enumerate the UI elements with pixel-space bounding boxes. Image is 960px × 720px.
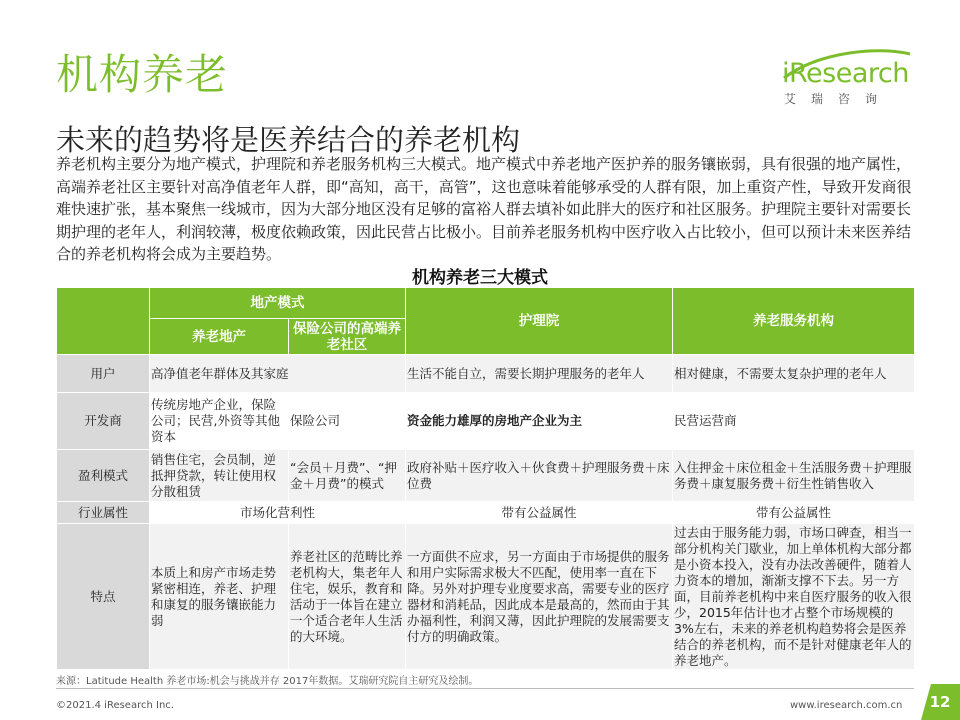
cell-features-col2: 养老社区的范畴比养老机构大，集老年人住宅，娱乐，教育和活动于一体旨在建立一个适合老年人生活的大环境。 (289, 524, 406, 670)
cell-attribute-service: 带有公益属性 (673, 502, 915, 524)
cell-features-col1: 本质上和房产市场走势紧密相连，养老、护理和康复的服务镶嵌能力弱 (150, 524, 289, 670)
section-title: 机构养老 (56, 50, 229, 99)
cell-profit-col1: 销售住宅，会员制，逆抵押贷款，转让使用权分散租赁 (150, 450, 289, 502)
cell-users-nursing: 生活不能自立，需要长期护理服务的老年人 (406, 355, 673, 393)
row-label-profit: 盈利模式 (57, 450, 150, 502)
cell-attribute-real-estate: 市场化营利性 (150, 502, 406, 524)
cell-developer-col1: 传统房地产企业，保险公司；民营,外资等其他资本 (150, 393, 289, 450)
row-label-users: 用户 (57, 355, 150, 393)
header-group-real-estate: 地产模式 (150, 288, 406, 319)
cell-attribute-nursing: 带有公益属性 (406, 502, 673, 524)
website-link: www.iresearch.com.cn (790, 700, 903, 711)
header-service-institution: 养老服务机构 (673, 288, 915, 355)
table-title: 机构养老三大模式 (412, 268, 548, 288)
cell-developer-col2: 保险公司 (289, 393, 406, 450)
cell-users-real-estate: 高净值老年群体及其家庭 (150, 355, 406, 393)
iresearch-logo (782, 50, 912, 108)
page-subtitle: 未来的趋势将是医养结合的养老机构 (56, 123, 521, 157)
row-label-features: 特点 (57, 524, 150, 670)
cell-developer-nursing: 资金能力雄厚的房地产企业为主 (406, 393, 673, 450)
header-corner (57, 288, 150, 355)
intro-paragraph: 养老机构主要分为地产模式，护理院和养老服务机构三大模式。地产模式中养老地产医护养的服务镶嵌弱，具有很强的地产属性，高端养老社区主要针对高净值老年人群，即“高知，高干，高管”，这也意味着能够承受的人群有限，加上重资产性，导致开发商很难快速扩张，基本聚焦一线城市，因为大部分地区没有足够的富裕人群去填补如此胖大的医疗和社区服务。护理院主要针对需要长期护理的老年人，利润较薄，极度依赖政策，因此民营占比极小。目前养老服务机构中医疗收入占比较小，但可以预计未来医养结合的养老机构将会成为主要趋势。 (56, 155, 912, 263)
cell-profit-service: 入住押金＋床位租金＋生活服务费＋护理服务费＋康复服务费＋衍生性销售收入 (673, 450, 915, 502)
header-pension-real-estate: 养老地产 (150, 319, 289, 355)
copyright: ©2021.4 iResearch Inc. (56, 700, 174, 711)
modes-table (56, 287, 915, 670)
source-note: 来源：Latitude Health 养老市场:机会与挑战并存 2017年数据。艾瑞研究院自主研究及绘制。 (56, 676, 479, 687)
footer-divider (56, 688, 914, 689)
row-label-developer: 开发商 (57, 393, 150, 450)
cell-features-nursing: 一方面供不应求，另一方面由于市场提供的服务和用户实际需求极大不匹配，使用率一直在下降。另外对护理专业度要求高，需要专业的医疗器材和消耗品，因此成本是最高的，然而由于其办福利性，利润又薄，因此护理院的发展需要支付方的明确政策。 (406, 524, 673, 670)
row-label-attribute: 行业属性 (57, 502, 150, 524)
header-nursing-home: 护理院 (406, 288, 673, 355)
cell-users-service: 相对健康，不需要太复杂护理的老年人 (673, 355, 915, 393)
cell-profit-nursing: 政府补贴＋医疗收入＋伙食费＋护理服务费＋床位费 (406, 450, 673, 502)
cell-developer-service: 民营运营商 (673, 393, 915, 450)
cell-profit-col2: “会员＋月费”、“押金＋月费”的模式 (289, 450, 406, 502)
logo-subtitle: 艾瑞咨询 (784, 92, 893, 106)
logo-word: iResearch (782, 58, 909, 89)
cell-features-service: 过去由于服务能力弱，市场口碑查，相当一部分机构关门歇业，加上单体机构大部分都是小资本投入，没有办法改善硬件，随着人力资本的增加，渐渐支撑不下去。另一方面，目前养老机构中来自医疗服务的收入很少，2015年估计也才占整个市场规模的3%左右，未来的养老机构趋势将会是医养结合的养老机构，而不是针对健康老年人的养老地产。 (673, 524, 915, 670)
page-number: 12 (929, 693, 951, 711)
header-insurance-community: 保险公司的高端养老社区 (289, 319, 406, 355)
